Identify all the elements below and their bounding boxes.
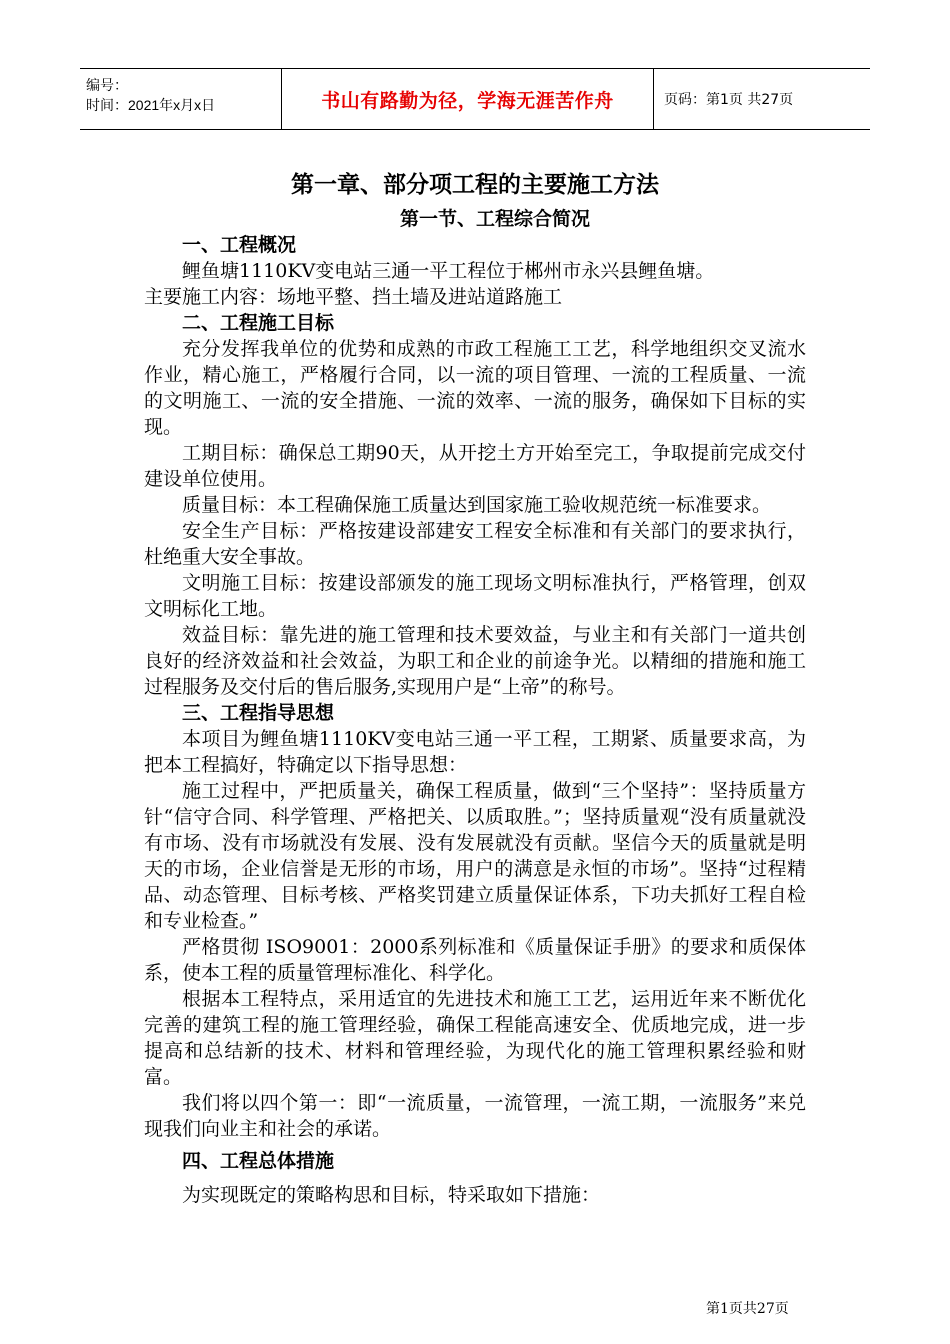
heading-construction-goals: 二、工程施工目标	[182, 312, 335, 334]
paragraph: 本项目为鲤鱼塘1110KV变电站三通一平工程，工期紧、质量要求高，为把本工程搞好，特确定以下指导思想：	[144, 728, 806, 776]
paragraph: 鲤鱼塘1110KV变电站三通一平工程位于郴州市永兴县鲤鱼塘。	[182, 260, 715, 282]
heading-project-overview: 一、工程概况	[182, 234, 297, 256]
paragraph: 为实现既定的策略构思和目标，特采取如下措施：	[182, 1184, 601, 1206]
header-meta	[80, 69, 282, 129]
paragraph: 根据本工程特点，采用适宜的先进技术和施工工艺，运用近年来不断优化完善的建筑工程的施工管理经验，确保工程能高速安全、优质地完成，进一步提高和总结新的技术、材料和管理经验，为现代化的施工管理积累经验和财富。	[144, 988, 806, 1088]
heading-overall-measures: 四、工程总体措施	[182, 1150, 335, 1172]
header-date: 时间：2021年x月x日	[86, 97, 216, 113]
paragraph: 充分发挥我单位的优势和成熟的市政工程施工工艺，科学地组织交叉流水作业，精心施工，严格履行合同，以一流的项目管理、一流的工程质量、一流的文明施工、一流的安全措施、一流的效率、一流的服务，确保如下目标的实现。	[144, 338, 806, 438]
header-page-info: 页码：第1页 共27页	[664, 92, 794, 108]
header-motto: 书山有路勤为径，学海无涯苦作舟	[282, 69, 654, 129]
paragraph: 文明施工目标：按建设部颁发的施工现场文明标准执行，严格管理，创双文明标化工地。	[144, 572, 806, 620]
chapter-title: 第一章、部分项工程的主要施工方法	[291, 172, 659, 198]
paragraph: 质量目标：本工程确保施工质量达到国家施工验收规范统一标准要求。	[182, 494, 772, 516]
document-body	[144, 232, 806, 1208]
header-number: 编号：	[86, 77, 128, 93]
paragraph: 施工过程中，严把质量关，确保工程质量，做到“三个坚持”：坚持质量方针“信守合同、科学管理、严格把关、以质取胜。”；坚持质量观“没有质量就没有市场、没有市场就没有发展、没有发展就没有贡献。坚信今天的质量就是明天的市场，企业信誉是无形的市场，用户的满意是永恒的市场”。坚持“过程精品、动态管理、目标考核、严格奖罚建立质量保证体系，下功夫抓好工程自检和专业检查。”	[144, 780, 806, 932]
heading-guiding-ideas: 三、工程指导思想	[182, 702, 335, 724]
paragraph: 主要施工内容：场地平整、挡土墙及进站道路施工	[144, 286, 563, 308]
paragraph: 严格贯彻 ISO9001：2000系列标准和《质量保证手册》的要求和质保体系，使本工程的质量管理标准化、科学化。	[144, 936, 806, 984]
section-title: 第一节、工程综合简况	[399, 208, 590, 230]
paragraph: 工期目标：确保总工期90天，从开挖土方开始至完工，争取提前完成交付建设单位使用。	[144, 442, 806, 490]
paragraph: 安全生产目标：严格按建设部建安工程安全标准和有关部门的要求执行，杜绝重大安全事故。	[144, 520, 806, 568]
paragraph: 我们将以四个第一：即“一流质量，一流管理，一流工期，一流服务”来兑现我们向业主和社会的承诺。	[144, 1092, 806, 1140]
page-header	[80, 68, 870, 130]
page-footer: 第1页共27页	[706, 1301, 789, 1317]
paragraph: 效益目标：靠先进的施工管理和技术要效益，与业主和有关部门一道共创良好的经济效益和社会效益，为职工和企业的前途争光。以精细的措施和施工过程服务及交付后的售后服务,实现用户是“上帝”的称号。	[144, 624, 806, 698]
